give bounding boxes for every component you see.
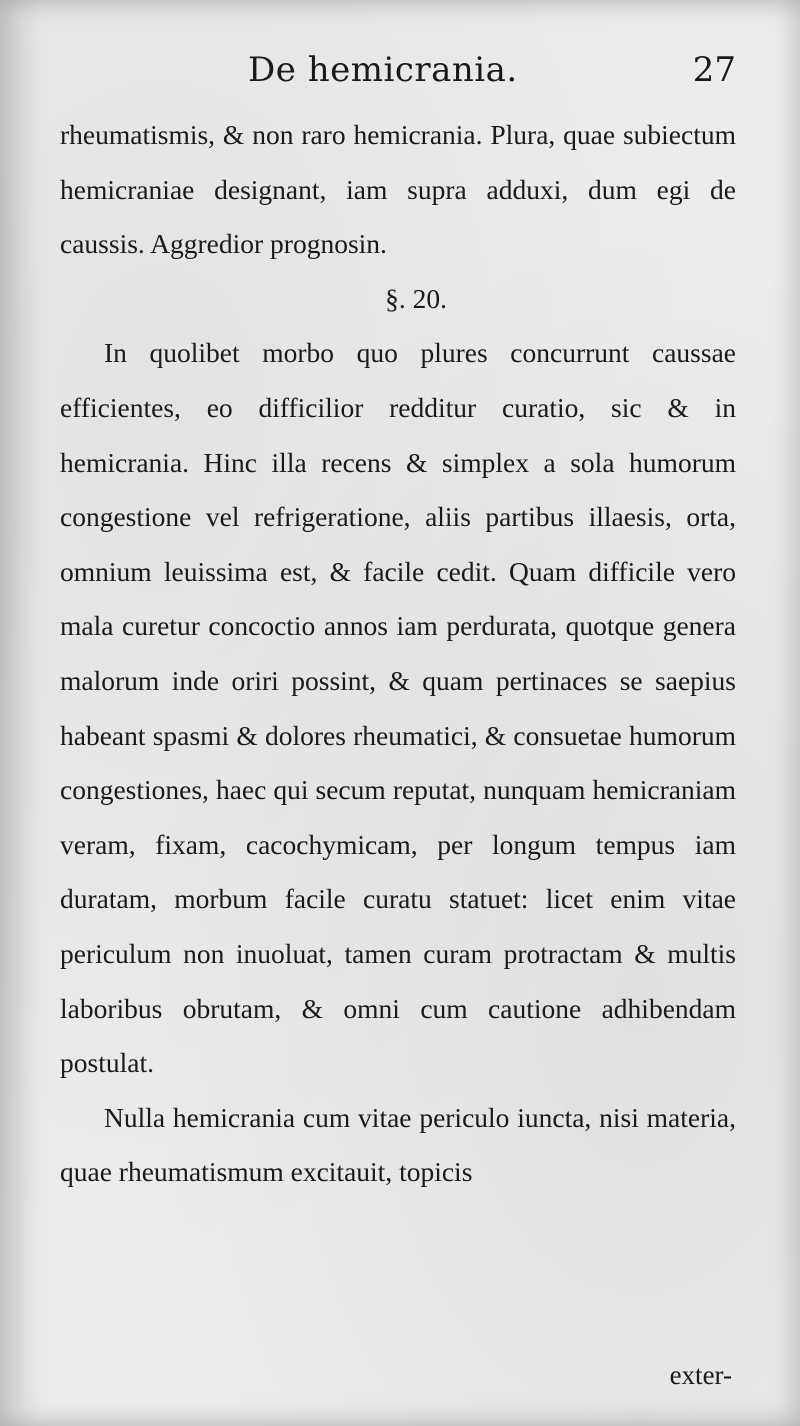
page-number: 27 bbox=[692, 50, 736, 90]
section-heading: §. 20. bbox=[385, 282, 447, 314]
paragraph: Nulla hemicrania cum vitae periculo iuncta, nisi materia, quae rheumatismum excitauit, topicis bbox=[60, 1101, 736, 1188]
page-header bbox=[80, 42, 740, 102]
paragraph: In quolibet morbo quo plures concurrunt caussae efficientes, eo difficilior redditur curatio, sic & in hemicrania. Hinc illa recens & simplex a sola humorum congestione vel refrigeratione, aliis partibus illaesis, orta, omnium leuissima est, & facile cedit. Quam difficile vero mala curetur concoctio annos iam perdurata, quotque genera malorum inde oriri possint, & quam pertinaces se saepius habeant spasmi & dolores rheumatici, & consuetae humorum congestiones, haec qui secum reputat, nunquam hemicraniam veram, fixam, cacochymicam, per longum tempus iam duratam, morbum facile curatu statuet: licet enim vitae periculum non inuoluat, tamen curam protractam & multis laboribus obrutam, & omni cum cautione adhibendam postulat. bbox=[60, 337, 736, 1079]
running-head: De hemicrania. bbox=[248, 50, 518, 90]
continuation-paragraph: rheumatismis, & non raro hemicrania. Plura, quae subiectum hemicraniae designant, iam supra adduxi, dum egi de caussis. Aggredior prognosin. bbox=[60, 119, 736, 260]
body-text bbox=[60, 108, 736, 1200]
catchword: exter- bbox=[669, 1360, 732, 1390]
